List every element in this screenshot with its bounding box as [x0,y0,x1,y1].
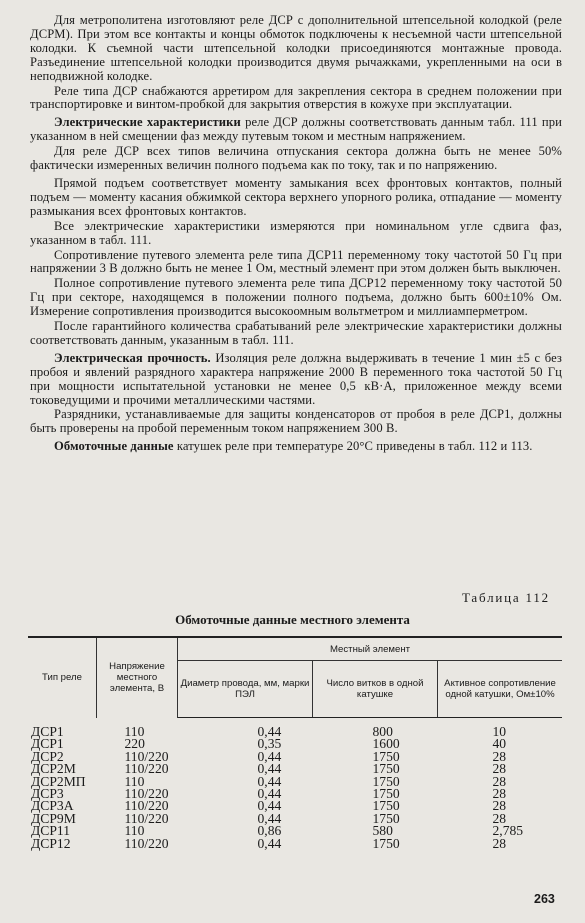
page-number: 263 [534,892,555,906]
table-cell: 110/220 [124,761,169,777]
table-cell: 0,44 [257,748,282,764]
table-cell: 110/220 [124,798,169,814]
table-cell: 0,44 [257,798,282,814]
table-cell: 2,785 [492,823,524,839]
paragraph: Для метрополитена изготовляют реле ДСР с дополнительной штепсельной колодкой (реле ДСРМ). При этом все контакты и концы обмоток подключены к несъемной части штепсельной колодки. К съемной части штепсельной колодки присоединяются монтажные провода. Разъединение штепсельной колодки производится двумя рычажками, укрепленными на оси в неподвижной колодке. [30,13,562,83]
table-cell: 1750 [372,835,400,851]
paragraph: Электрические характеристики реле ДСР должны соответствовать данным табл. 111 при указанном в ней смещении фаз между путевым током и местным напряжением. [30,115,562,144]
paragraph-heading: Электрическая прочность. [54,350,211,365]
table-cell: ДСР1 [31,723,64,739]
table-cell: 110/220 [124,810,169,826]
table-cell: ДСР1 [31,736,64,752]
table-cell: 28 [492,761,507,777]
table-row [28,738,562,750]
column-header: Тип реле [28,637,97,718]
table-cell: ДСР3А [31,798,74,814]
table-cell: 1750 [372,773,400,789]
table-cell: 28 [492,798,507,814]
paragraph-heading: Обмоточные данные [54,439,174,454]
body-text [30,14,562,455]
table-cell: 0,44 [257,835,282,851]
table-row [28,718,562,739]
table-cell: 110/220 [124,748,169,764]
column-header: Диаметр провода, мм, марки ПЭЛ [178,661,313,718]
table-cell: ДСР2МП [31,773,86,789]
table-cell: 0,44 [257,773,282,789]
table-cell: ДСР2 [31,748,64,764]
table-cell: 110 [124,773,145,789]
table-body [28,718,562,851]
table-cell: 110 [124,823,145,839]
table-cell: 1600 [372,736,400,752]
table-cell: 0,86 [257,823,282,839]
paragraph: Обмоточные данные катушек реле при температуре 20°С приведены в табл. 112 и 113. [54,439,533,454]
paragraph: После гарантийного количества срабатываний реле электрические характеристики должны соответствовать данным, указанным в табл. 111. [30,319,562,347]
table-row [28,776,562,788]
table-cell: ДСР2М [31,761,76,777]
column-header: Активное сопротивление одной катушки, Ом±10% [438,661,563,718]
table-caption: Таблица 112 [462,590,550,605]
paragraph: Электрическая прочность. Изоляция реле должна выдерживать в течение 1 мин ±5 с без пробоя и явлений разрядного характера напряжение 2000 В переменного тока частотой 50 Гц при мощности испытательной установки не менее 0,5 кВ·А, приложенное между всеми токоведущими и прочими металлическими частями. [30,350,562,407]
paragraph: Разрядники, устанавливаемые для защиты конденсаторов от пробоя в реле ДСР1, должны быть проверены на пробой переменным током напряжением 300 В. [30,407,562,436]
table-cell: ДСР3 [31,786,64,802]
table-cell: 0,44 [257,810,282,826]
table-cell: 1750 [372,810,400,826]
table-cell: 28 [492,835,507,851]
table-cell: 0,35 [257,736,282,752]
table-cell: 110/220 [124,835,169,851]
table-row [28,788,562,800]
table-cell: 10 [492,724,507,739]
table-cell: 40 [492,736,507,752]
table-cell: 110/220 [124,786,169,802]
table-cell: ДСР11 [31,823,70,839]
table-row [28,751,562,763]
table-cell: 220 [124,736,145,752]
table-cell: 1750 [372,761,400,777]
paragraph: Полное сопротивление путевого элемента реле типа ДСР12 переменному току частотой 50 Гц при секторе, находящемся в положении полного подъема, должно быть 600±10% Ом. Измерение сопротивления производится высокоомным вольтметром и миллиамперметром. [30,276,562,319]
table-cell: 28 [492,773,507,789]
table-cell: 0,44 [257,786,282,802]
table-row [28,813,562,825]
table-cell: 28 [492,748,507,764]
table-cell: 110 [124,723,145,739]
table-cell: 28 [492,810,507,826]
table-cell: 0,44 [257,724,282,739]
column-header: Напряжение местного элемента, В [97,637,178,718]
table-cell: 28 [492,786,507,802]
paragraph: Прямой подъем соответствует моменту замыкания всех фронтовых контактов, полный подъем — моменту касания обжимкой сектора верхнего упорного ролика, отпадание — моменту размыкания всех фронтовых контактов. [30,175,562,218]
table-cell: 1750 [372,798,400,814]
table-title: Обмоточные данные местного элемента [175,612,410,627]
table-cell: 1750 [372,748,400,764]
paragraph: Для реле ДСР всех типов величина отпускания сектора должна быть не менее 50% фактически измеренных величин полного подъема как по току, так и по напряжению. [30,144,562,173]
table-cell: ДСР9М [31,810,76,826]
winding-data-table [28,636,562,850]
table-cell: 800 [372,724,393,739]
table-row [28,800,562,812]
table-cell: 1750 [372,786,400,802]
table-cell: 0,44 [257,761,282,777]
paragraph: Все электрические характеристики измеряются при номинальном угле сдвига фаз, указанном в табл. 111. [30,218,562,247]
table-row [28,838,562,850]
table-cell: 580 [372,823,393,839]
paragraph: Реле типа ДСР снабжаются арретиром для закрепления сектора в среднем положении при транспортировке и винтом-пробкой для закрытия отверстия в кожухе при эксплуатации. [30,83,562,112]
column-header: Число витков в одной катушке [313,661,438,718]
table-row [28,825,562,837]
table-row [28,763,562,775]
paragraph-heading: Электрические характеристики [54,115,241,130]
paragraph: Сопротивление путевого элемента реле типа ДСР11 переменному току частотой 50 Гц при напряжении 3 В должно быть не менее 1 Ом, местный элемент при этом должен быть выключен. [30,247,562,276]
column-group-header: Местный элемент [178,637,563,661]
table-cell: ДСР12 [31,835,71,851]
